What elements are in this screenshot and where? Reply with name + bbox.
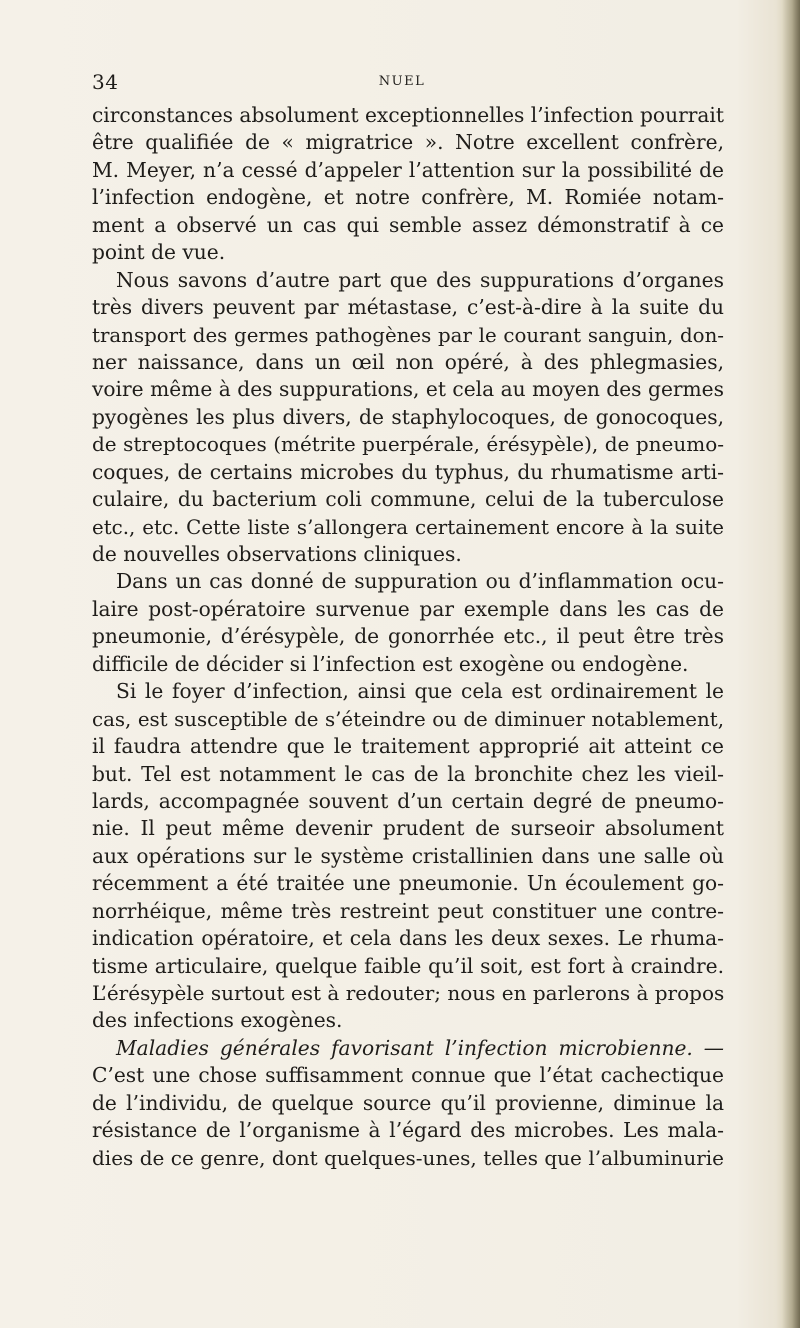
text-line: des infections exogènes. <box>92 1008 343 1033</box>
text-line: M. Meyer, n’a cessé d’appeler l’attention sur la possibilité de <box>92 157 724 182</box>
body-text <box>92 102 724 1172</box>
text-line: de nouvelles observations cliniques. <box>92 542 462 566</box>
text-line: C’est une chose suffisamment connue que l’état cachectique <box>92 1063 724 1088</box>
text-line: cas, est susceptible de s’éteindre ou de diminuer notablement, <box>92 707 724 731</box>
text-line: aux opérations sur le système cristallinien dans une salle où <box>92 843 724 868</box>
text-line: pneumonie, d’érésypèle, de gonorrhée etc., il peut être très <box>92 624 724 649</box>
text-line: de streptocoques (métrite puerpérale, érésypèle), de pneumo- <box>92 432 724 457</box>
text-line: nie. Il peut même devenir prudent de surseoir absolument <box>92 816 724 841</box>
section-heading-line: Maladies générales favorisant l’infection microbienne. — <box>116 1035 724 1060</box>
running-head: NUEL <box>378 74 426 89</box>
text-line: indication opératoire, et cela dans les deux sexes. Le rhuma- <box>92 926 724 951</box>
text-line: but. Tel est notamment le cas de la bronchite chez les vieil- <box>92 761 724 786</box>
text-line: Nous savons d’autre part que des suppurations d’organes <box>116 267 724 292</box>
text-line: difficile de décider si l’infection est exogène ou endogène. <box>92 651 689 676</box>
text-line: voire même à des suppurations, et cela au moyen des germes <box>92 377 724 402</box>
page-number: 34 <box>92 70 119 94</box>
text-line: ner naissance, dans un œil non opéré, à des phlegmasies, <box>92 349 724 374</box>
text-line: tisme articulaire, quelque faible qu’il soit, est fort à craindre. <box>92 953 724 978</box>
text-line: Si le foyer d’infection, ainsi que cela est ordinairement le <box>116 679 724 704</box>
text-line: laire post-opératoire survenue par exemple dans les cas de <box>92 596 724 621</box>
text-line: coques, de certains microbes du typhus, du rhumatisme arti- <box>92 459 724 484</box>
text-line: résistance de l’organisme à l’égard des microbes. Les mala- <box>92 1118 724 1143</box>
text-line: lards, accompagnée souvent d’un certain degré de pneumo- <box>92 788 724 813</box>
text-line: etc., etc. Cette liste s’allongera certainement encore à la suite <box>92 515 724 539</box>
text-line: transport des germes pathogènes par le courant sanguin, don- <box>92 323 724 347</box>
text-line: circonstances absolument exceptionnelles l’infection pourrait <box>92 103 724 127</box>
text-line: culaire, du bacterium coli commune, celui de la tuberculose <box>92 487 724 512</box>
text-line: norrhéique, même très restreint peut constituer une contre- <box>92 898 724 923</box>
page-edge-shadow <box>782 0 800 1328</box>
page-header <box>92 70 712 100</box>
text-line: très divers peuvent par métastase, c’est-à-dire à la suite du <box>92 295 724 320</box>
text-line: L’érésypèle surtout est à redouter; nous en parlerons à propos <box>92 981 725 1005</box>
text-line: ment a observé un cas qui semble assez démonstratif à ce <box>92 212 724 237</box>
text-line: point de vue. <box>92 240 226 265</box>
text-line: l’infection endogène, et notre confrère, M. Romiée notam- <box>92 185 724 210</box>
text-line: pyogènes les plus divers, de staphylocoques, de gonocoques, <box>92 404 724 429</box>
text-line: être qualifiée de « migratrice ». Notre excellent confrère, <box>92 130 724 155</box>
text-line: il faudra attendre que le traitement approprié ait atteint ce <box>92 734 724 759</box>
text-line: de l’individu, de quelque source qu’il provienne, diminue la <box>92 1090 724 1115</box>
text-line: Dans un cas donné de suppuration ou d’inflammation ocu- <box>116 569 724 594</box>
text-line: dies de ce genre, dont quelques-unes, telles que l’albuminurie <box>92 1145 724 1170</box>
text-line: récemment a été traitée une pneumonie. Un écoulement go- <box>92 871 724 896</box>
